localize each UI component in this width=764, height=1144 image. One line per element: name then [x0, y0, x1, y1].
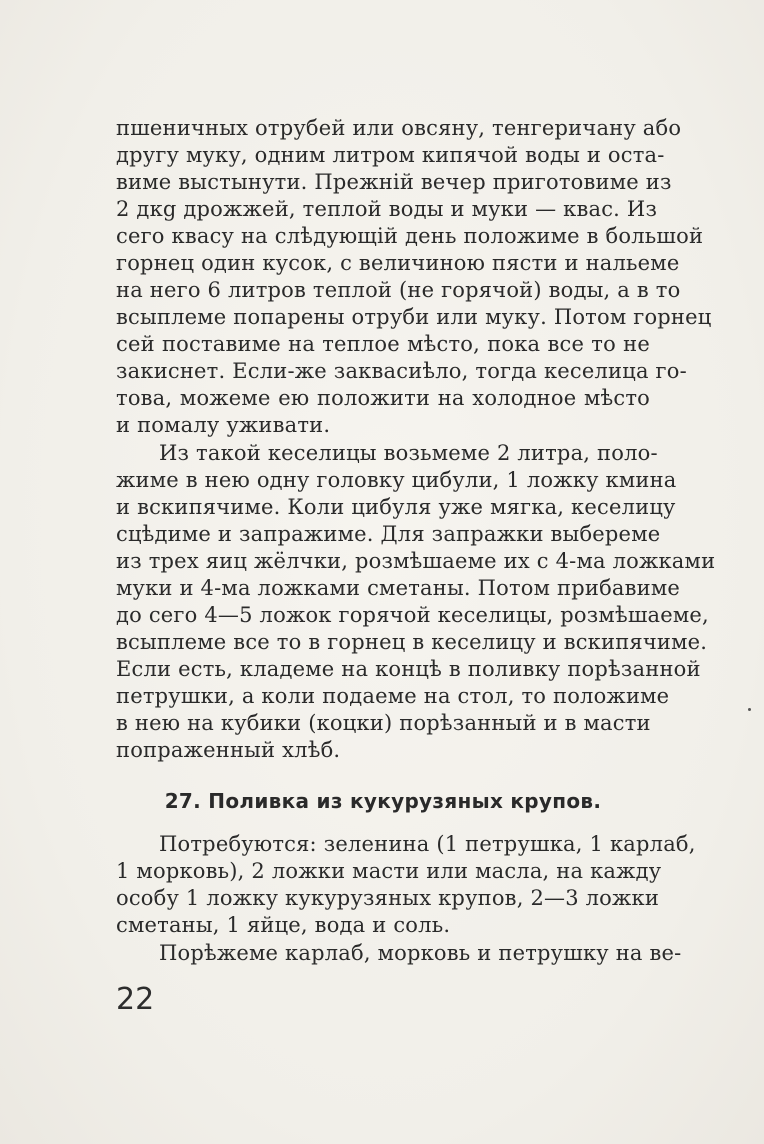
text-line: до сего 4—5 ложок горячой кеселицы, розмѣшаеме,	[116, 603, 709, 627]
text-line: всыплеме попарены отруби или муку. Потом горнец	[116, 305, 712, 329]
text-line: сей поставиме на теплое мѣсто, пока все то не	[116, 332, 650, 356]
text-line: Если есть, кладеме на концѣ в поливку порѣзанной	[116, 657, 701, 681]
text-line: попраженный хлѣб.	[116, 738, 341, 762]
text-line: Порѣжеме карлаб, морковь и петрушку на ве-	[159, 941, 682, 965]
text-line: виме выстынути. Прежній вечер приготовиме из	[116, 170, 672, 194]
text-line: Потребуются: зеленина (1 петрушка, 1 карлаб,	[159, 832, 696, 856]
text-line: и помалу уживати.	[116, 413, 331, 437]
text-line: Из такой кеселицы возьмеме 2 литра, поло-	[159, 441, 658, 465]
text-line: сцѣдиме и запражиме. Для запражки выбереме	[116, 522, 661, 546]
text-line: другу муку, одним литром кипячой воды и оста-	[116, 143, 665, 167]
text-line: 1 морковь), 2 ложки масти или масла, на кажду	[116, 859, 662, 883]
section-heading: 27. Поливка из кукурузяных крупов.	[164, 789, 602, 813]
text-line: из трех яиц жёлчки, розмѣшаеме их с 4-ма ложками	[116, 549, 716, 573]
text-line: горнец один кусок, с величиною пясти и нальеме	[116, 251, 680, 275]
text-line: в нею на кубики (коцки) порѣзанный и в масти	[116, 711, 651, 735]
text-line: муки и 4-ма ложками сметаны. Потом прибавиме	[116, 576, 681, 600]
text-line: особу 1 ложку кукурузяных крупов, 2—3 ложки	[116, 886, 660, 910]
text-line: сего квасу на слѣдующій день положиме в большой	[116, 224, 704, 248]
text-line: сметаны, 1 яйце, вода и соль.	[116, 913, 451, 937]
page-number: 22	[116, 982, 155, 1017]
text-line: и вскипячиме. Коли цибуля уже мягка, кеселицу	[116, 495, 676, 519]
text-line: всыплеме все то в горнец в кеселицу и вскипячиме.	[116, 630, 708, 654]
text-line: петрушки, а коли подаеме на стол, то положиме	[116, 684, 670, 708]
text-line: закиснет. Если-же заквасиѣло, тогда кеселица го-	[116, 359, 687, 383]
text-line: жиме в нею одну головку цибули, 1 ложку кмина	[116, 468, 677, 492]
text-line: пшеничных отрубей или овсяну, тенгеричану або	[116, 116, 682, 140]
text-line: на него 6 литров теплой (не горячой) воды, а в то	[116, 278, 681, 302]
text-line: 2 дкg дрожжей, теплой воды и муки — квас. Из	[116, 197, 658, 221]
print-speck	[748, 708, 751, 711]
text-line: това, можеме ею положити на холодное мѣсто	[116, 386, 650, 410]
